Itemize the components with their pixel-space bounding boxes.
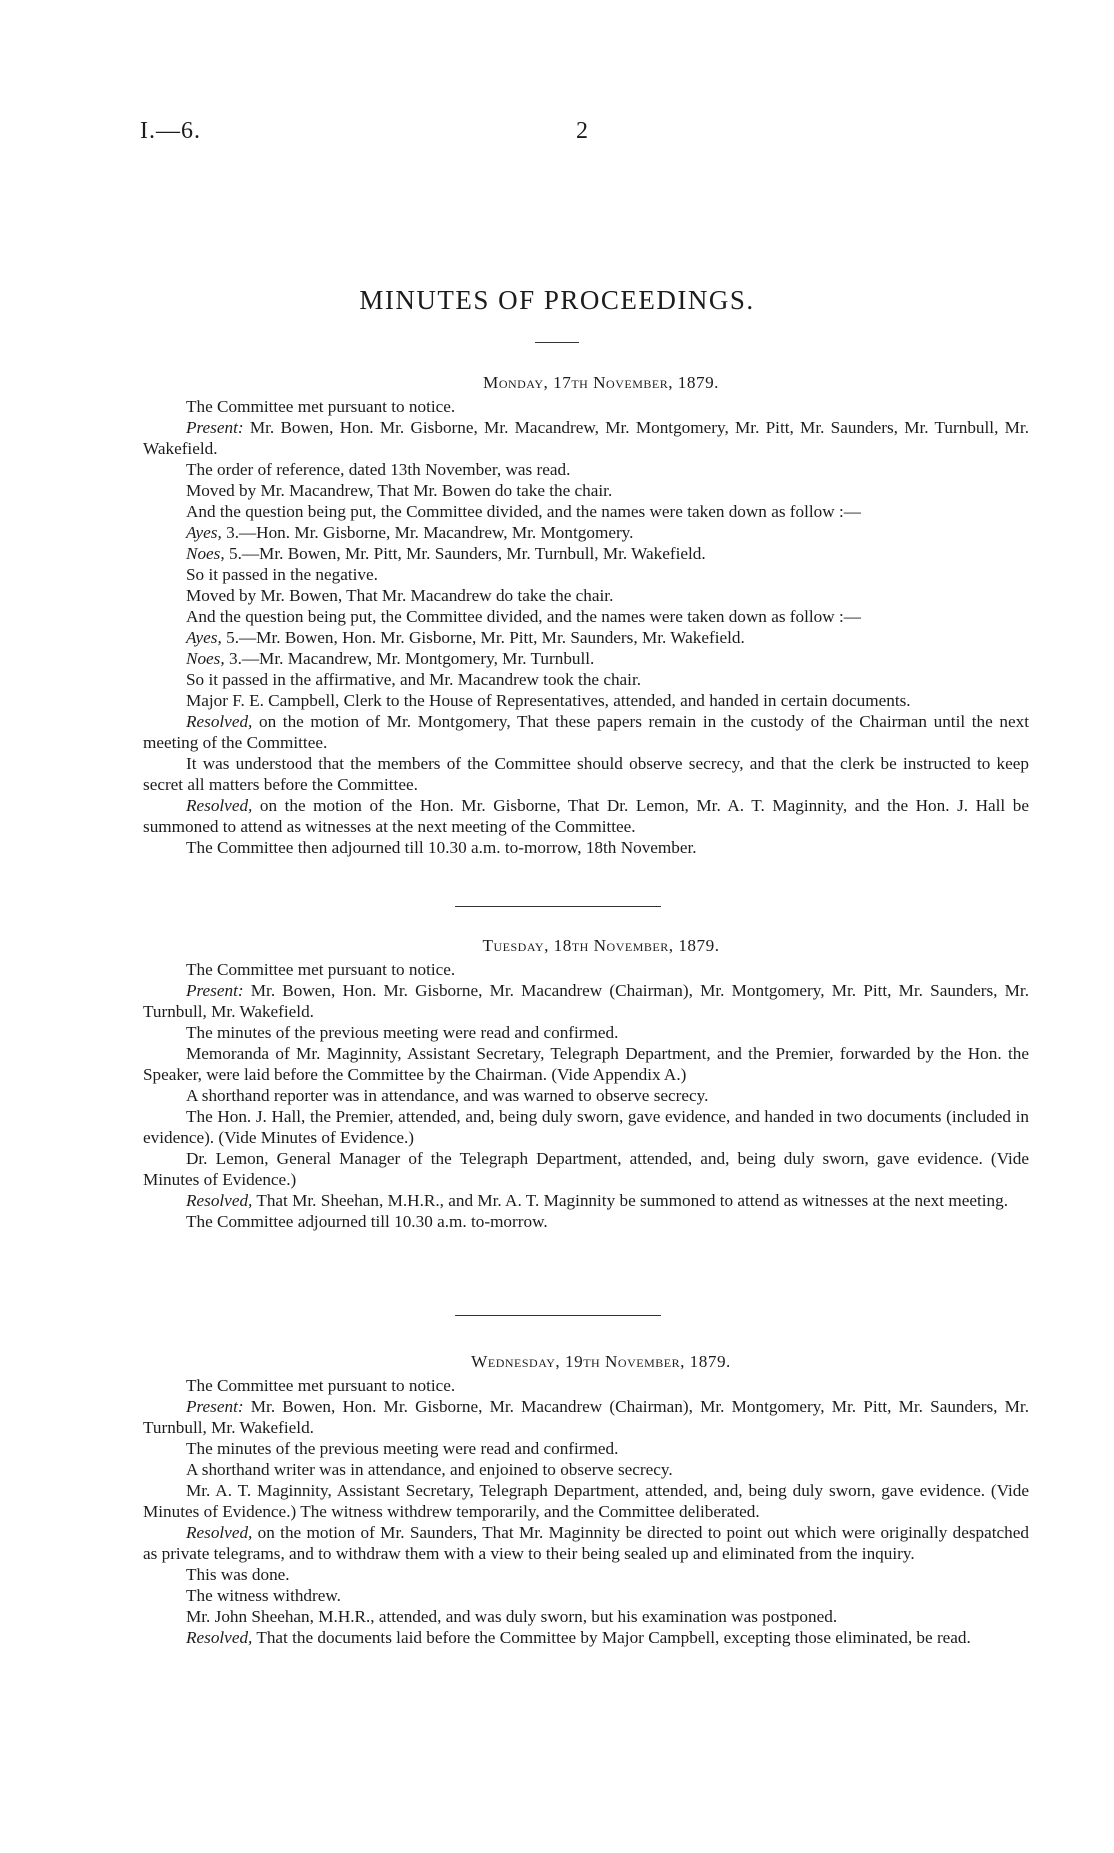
paragraph-lead: Resolved, <box>186 1628 253 1647</box>
paragraph-text: Dr. Lemon, General Manager of the Telegraph Department, attended, and, being duly sworn, gave evidence. (Vide Minutes of Evidence.) <box>143 1149 1029 1189</box>
minutes-paragraph <box>143 1106 1029 1148</box>
minutes-paragraph <box>143 396 1029 417</box>
minutes-section-2 <box>143 935 1029 1232</box>
minutes-paragraph <box>143 1211 1029 1232</box>
meeting-date: Wednesday, 19th November, 1879. <box>471 1352 731 1371</box>
minutes-paragraph <box>143 669 1029 690</box>
paragraph-text: The Hon. J. Hall, the Premier, attended, and, being duly sworn, gave evidence, and handed in two documents (included in evidence). (Vide Minutes of Evidence.) <box>143 1107 1029 1147</box>
minutes-section-3 <box>143 1351 1029 1648</box>
paragraph-text: It was understood that the members of the Committee should observe secrecy, and that the clerk be instructed to keep secret all matters before the Committee. <box>143 754 1029 794</box>
minutes-paragraph <box>143 1043 1029 1085</box>
paragraph-text: And the question being put, the Committee divided, and the names were taken down as follow :— <box>186 502 861 521</box>
paragraph-text: That the documents laid before the Committee by Major Campbell, excepting those eliminated, be read. <box>252 1628 971 1647</box>
paragraph-text: The Committee adjourned till 10.30 a.m. to-morrow. <box>186 1212 548 1231</box>
paragraph-text: Mr. A. T. Maginnity, Assistant Secretary, Telegraph Department, attended, and, being duly sworn, gave evidence. (Vide Minutes of Evidence.) The witness withdrew temporarily, and the Committee deliberated. <box>143 1481 1029 1521</box>
minutes-paragraph <box>143 753 1029 795</box>
paragraph-text: The Committee met pursuant to notice. <box>186 960 456 979</box>
document-reference: I.—6. <box>140 118 201 144</box>
paragraph-text: 5.—Mr. Bowen, Hon. Mr. Gisborne, Mr. Pitt, Mr. Saunders, Mr. Wakefield. <box>221 628 745 647</box>
paragraph-text: A shorthand writer was in attendance, and enjoined to observe secrecy. <box>186 1460 673 1479</box>
paragraph-text: The order of reference, dated 13th November, was read. <box>186 460 571 479</box>
minutes-paragraph <box>143 480 1029 501</box>
meeting-date: Monday, 17th November, 1879. <box>483 373 719 392</box>
minutes-paragraph <box>143 1627 1029 1648</box>
minutes-paragraph <box>143 543 1029 564</box>
section-divider-2 <box>455 1315 661 1316</box>
paragraph-text: This was done. <box>186 1565 290 1584</box>
paragraph-text: A shorthand reporter was in attendance, and was warned to observe secrecy. <box>186 1086 709 1105</box>
minutes-paragraph <box>143 1459 1029 1480</box>
paragraph-text: So it passed in the negative. <box>186 565 378 584</box>
minutes-section-1 <box>143 372 1029 858</box>
page-number: 2 <box>576 118 588 144</box>
paragraph-lead: Noes, <box>186 544 225 563</box>
paragraph-text: The Committee met pursuant to notice. <box>186 397 456 416</box>
paragraph-text: Memoranda of Mr. Maginnity, Assistant Secretary, Telegraph Department, and the Premier, forwarded by the Hon. the Speaker, were laid before the Committee by the Chairman. (Vide Appendix A.) <box>143 1044 1029 1084</box>
minutes-paragraph <box>143 959 1029 980</box>
paragraph-lead: Noes, <box>186 649 225 668</box>
minutes-paragraph <box>143 980 1029 1022</box>
minutes-paragraph <box>143 1438 1029 1459</box>
paragraph-text: 3.—Mr. Macandrew, Mr. Montgomery, Mr. Turnbull. <box>224 649 595 668</box>
paragraph-text: on the motion of the Hon. Mr. Gisborne, That Dr. Lemon, Mr. A. T. Maginnity, and the Hon. J. Hall be summoned to attend as witnesses at the next meeting of the Committee. <box>143 796 1029 836</box>
minutes-paragraph <box>143 1480 1029 1522</box>
paragraph-text: Moved by Mr. Macandrew, That Mr. Bowen do take the chair. <box>186 481 613 500</box>
minutes-paragraph <box>143 459 1029 480</box>
paragraph-text: Moved by Mr. Bowen, That Mr. Macandrew do take the chair. <box>186 586 614 605</box>
paragraph-text: Mr. Bowen, Hon. Mr. Gisborne, Mr. Macandrew (Chairman), Mr. Montgomery, Mr. Pitt, Mr. Saunders, Mr. Turnbull, Mr. Wakefield. <box>143 1397 1029 1437</box>
paragraph-lead: Resolved, <box>186 712 253 731</box>
minutes-paragraph <box>143 795 1029 837</box>
minutes-paragraph <box>143 522 1029 543</box>
paragraph-text: The Committee met pursuant to notice. <box>186 1376 456 1395</box>
minutes-paragraph <box>143 1085 1029 1106</box>
page-title: MINUTES OF PROCEEDINGS. <box>359 285 755 315</box>
paragraph-text: Major F. E. Campbell, Clerk to the House of Representatives, attended, and handed in certain documents. <box>186 691 911 710</box>
minutes-paragraph <box>143 564 1029 585</box>
paragraph-text: on the motion of Mr. Saunders, That Mr. Maginnity be directed to point out which were originally despatched as private telegrams, and to withdraw them with a view to their being sealed up and eliminated from the inquiry. <box>143 1523 1029 1563</box>
paragraph-text: Mr. Bowen, Hon. Mr. Gisborne, Mr. Macandrew, Mr. Montgomery, Mr. Pitt, Mr. Saunders, Mr. Turnbull, Mr. Wakefield. <box>143 418 1029 458</box>
paragraph-lead: Resolved, <box>186 1523 253 1542</box>
minutes-paragraph <box>143 417 1029 459</box>
paragraph-text: The witness withdrew. <box>186 1586 341 1605</box>
minutes-paragraph <box>143 606 1029 627</box>
paragraph-lead: Resolved, <box>186 1191 253 1210</box>
minutes-paragraph <box>143 837 1029 858</box>
minutes-paragraph <box>143 1606 1029 1627</box>
paragraph-lead: Present: <box>186 418 244 437</box>
meeting-date: Tuesday, 18th November, 1879. <box>482 936 720 955</box>
minutes-paragraph <box>143 627 1029 648</box>
title-rule <box>535 342 579 343</box>
minutes-paragraph <box>143 1375 1029 1396</box>
paragraph-text: That Mr. Sheehan, M.H.R., and Mr. A. T. Maginnity be summoned to attend as witnesses at the next meeting. <box>252 1191 1009 1210</box>
minutes-paragraph <box>143 1564 1029 1585</box>
minutes-paragraph <box>143 690 1029 711</box>
paragraph-text: Mr. Bowen, Hon. Mr. Gisborne, Mr. Macandrew (Chairman), Mr. Montgomery, Mr. Pitt, Mr. Saunders, Mr. Turnbull, Mr. Wakefield. <box>143 981 1029 1021</box>
paragraph-lead: Ayes, <box>186 628 222 647</box>
minutes-paragraph <box>143 711 1029 753</box>
minutes-paragraph <box>143 1190 1029 1211</box>
minutes-paragraph <box>143 1585 1029 1606</box>
section-divider-1 <box>455 906 661 907</box>
minutes-paragraph <box>143 585 1029 606</box>
paragraph-lead: Present: <box>186 1397 244 1416</box>
paragraph-text: on the motion of Mr. Montgomery, That these papers remain in the custody of the Chairman until the next meeting of the Committee. <box>143 712 1029 752</box>
paragraph-text: The Committee then adjourned till 10.30 a.m. to-morrow, 18th November. <box>186 838 697 857</box>
paragraph-lead: Ayes, <box>186 523 222 542</box>
minutes-paragraph <box>143 648 1029 669</box>
minutes-paragraph <box>143 501 1029 522</box>
paragraph-text: The minutes of the previous meeting were read and confirmed. <box>186 1023 619 1042</box>
paragraph-text: And the question being put, the Committee divided, and the names were taken down as follow :— <box>186 607 861 626</box>
paragraph-text: Mr. John Sheehan, M.H.R., attended, and was duly sworn, but his examination was postponed. <box>186 1607 838 1626</box>
paragraph-lead: Resolved, <box>186 796 253 815</box>
paragraph-text: So it passed in the affirmative, and Mr. Macandrew took the chair. <box>186 670 642 689</box>
minutes-paragraph <box>143 1022 1029 1043</box>
paragraph-text: 3.—Hon. Mr. Gisborne, Mr. Macandrew, Mr. Montgomery. <box>221 523 634 542</box>
minutes-paragraph <box>143 1522 1029 1564</box>
paragraph-text: The minutes of the previous meeting were read and confirmed. <box>186 1439 619 1458</box>
paragraph-text: 5.—Mr. Bowen, Mr. Pitt, Mr. Saunders, Mr. Turnbull, Mr. Wakefield. <box>224 544 706 563</box>
minutes-paragraph <box>143 1396 1029 1438</box>
paragraph-lead: Present: <box>186 981 244 1000</box>
minutes-paragraph <box>143 1148 1029 1190</box>
